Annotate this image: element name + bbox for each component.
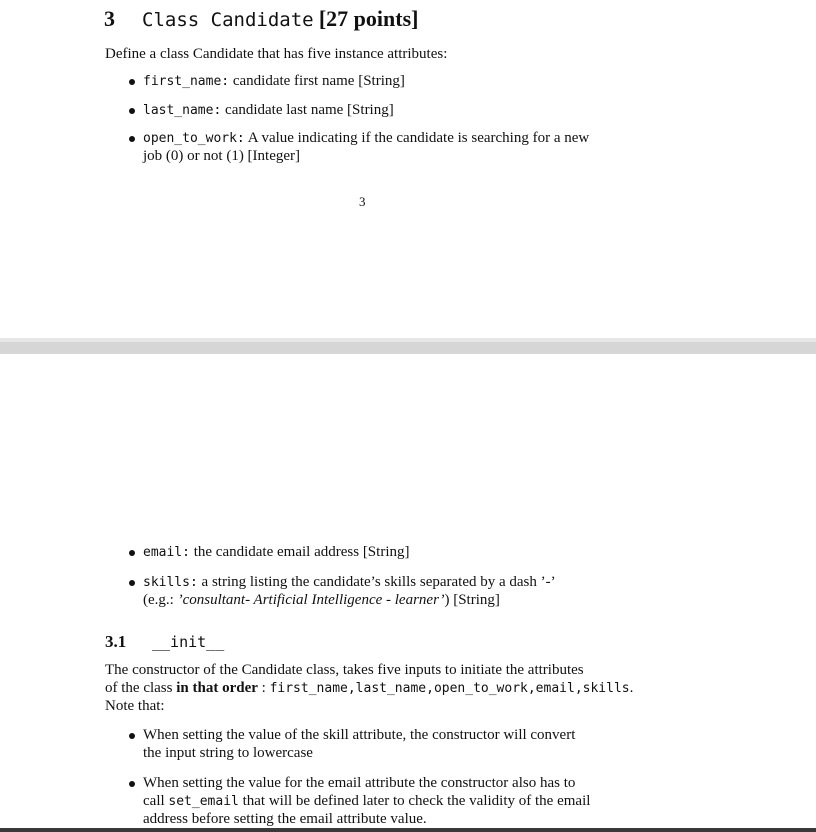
- page-number: 3: [359, 194, 366, 209]
- attribute-desc: candidate first name [String]: [232, 73, 405, 89]
- attribute-last-name: [143, 101, 394, 120]
- constructor-para-line1: The constructor of the Candidate class, takes five inputs to initiate the attributes: [105, 662, 584, 678]
- attribute-desc: the candidate email address [String]: [193, 544, 410, 560]
- note-1-line2: the input string to lowercase: [143, 745, 313, 761]
- note-2-line3: address before setting the email attribute value.: [143, 811, 427, 827]
- section-number: 3: [104, 6, 115, 31]
- intro-paragraph: Define a class Candidate that has five instance attributes:: [105, 46, 448, 62]
- section-title-code: Class Candidate: [142, 9, 314, 31]
- subsection-number: 3.1: [105, 632, 127, 651]
- bullet-marker: [129, 550, 135, 556]
- bullet-marker: [129, 733, 135, 739]
- attribute-email: [143, 543, 409, 562]
- note-1-line1: When setting the value of the skill attribute, the constructor will convert: [143, 727, 576, 743]
- attribute-name: email:: [143, 545, 190, 560]
- attribute-name: skills:: [143, 575, 198, 590]
- subsection-title: __init__: [152, 633, 225, 651]
- section-title: [142, 6, 418, 32]
- attribute-desc-line1: a string listing the candidate’s skills separated by a dash ’-’: [201, 574, 556, 590]
- page-separator: [0, 338, 816, 354]
- emphasis: in that order: [176, 680, 258, 696]
- period: .: [629, 680, 634, 696]
- example-suffix: ) [String]: [444, 592, 500, 608]
- attribute-desc-line2: job (0) or not (1) [Integer]: [143, 148, 301, 164]
- line-prefix: of the class: [105, 680, 177, 696]
- section-points: [27 points]: [318, 6, 419, 31]
- bullet-marker: [129, 79, 135, 85]
- constructor-para-line2: [105, 679, 633, 698]
- document-page-top: [0, 0, 816, 338]
- attribute-skills: [143, 573, 556, 592]
- bullet-marker: [129, 781, 135, 787]
- page-bottom-edge: [0, 828, 816, 832]
- argument-list: first_name,last_name,open_to_work,email,skills: [269, 681, 630, 696]
- note-2-line1: When setting the value for the email attribute the constructor also has to: [143, 775, 576, 791]
- bullet-marker: [129, 136, 135, 142]
- bullet-marker: [129, 108, 135, 114]
- constructor-para-line3: Note that:: [105, 698, 165, 714]
- bullet-marker: [129, 580, 135, 586]
- attribute-skills-line2: [143, 591, 500, 609]
- attribute-first-name: [143, 72, 405, 91]
- attribute-name: last_name:: [143, 103, 222, 118]
- note-2-line2: [143, 792, 590, 811]
- example-prefix: (e.g.:: [143, 592, 178, 608]
- line-suffix: that will be defined later to check the validity of the email: [238, 793, 591, 809]
- example-text: ’consultant- Artificial Intelligence - learner’: [177, 592, 445, 608]
- attribute-desc: candidate last name [String]: [225, 102, 394, 118]
- attribute-name: first_name:: [143, 74, 230, 89]
- line-prefix: call: [143, 793, 169, 809]
- method-name: set_email: [168, 794, 239, 809]
- attribute-open-to-work: [143, 129, 589, 148]
- attribute-name: open_to_work:: [143, 131, 245, 146]
- colon: :: [257, 680, 270, 696]
- attribute-desc-line1: A value indicating if the candidate is searching for a new: [247, 130, 590, 146]
